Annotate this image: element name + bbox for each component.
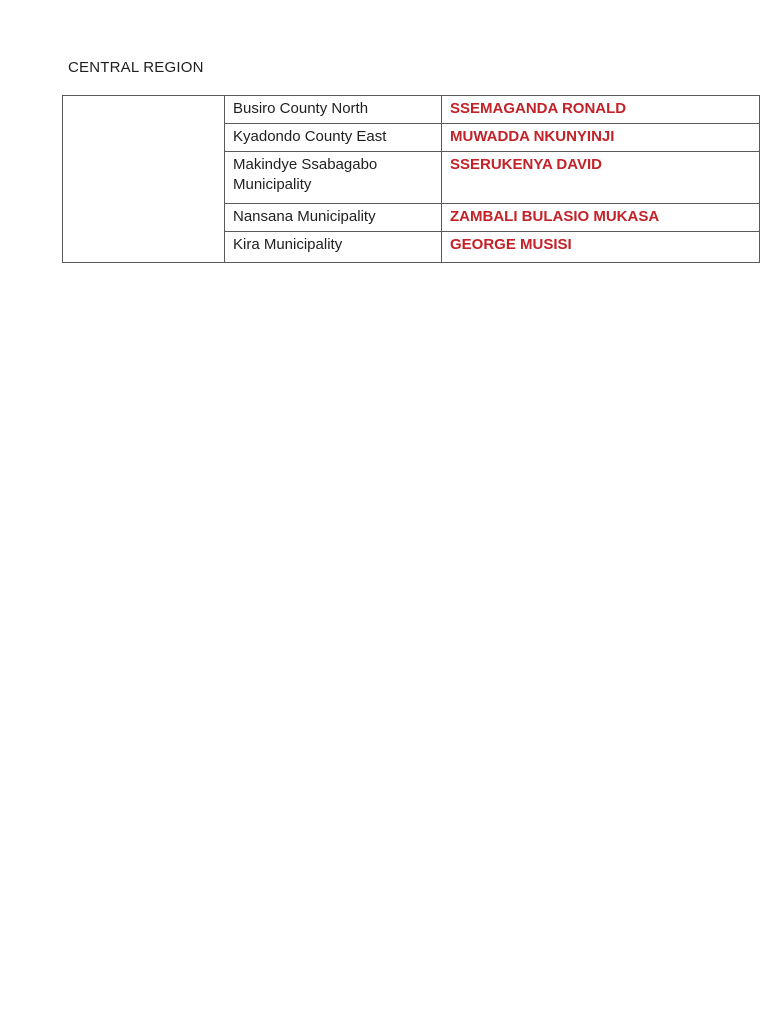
constituency-cell: Busiro County North	[225, 96, 442, 124]
region-heading: CENTRAL REGION	[68, 59, 204, 76]
region-table	[62, 95, 760, 263]
constituency-cell: Nansana Municipality	[225, 204, 442, 232]
constituency-cell: Kyadondo County East	[225, 124, 442, 152]
candidate-name: ZAMBALI BULASIO MUKASA	[450, 208, 660, 225]
name-cell	[442, 152, 760, 204]
candidate-name: GEORGE MUSISI	[450, 236, 572, 253]
region-merged-cell	[63, 96, 225, 263]
candidate-name: MUWADDA NKUNYINJI	[450, 128, 615, 145]
constituency-cell: Makindye Ssabagabo Municipality	[225, 152, 442, 204]
candidate-name: SSEMAGANDA RONALD	[450, 100, 627, 117]
name-cell	[442, 96, 760, 124]
candidate-name: SSERUKENYA DAVID	[450, 156, 602, 173]
name-cell	[442, 124, 760, 152]
name-cell	[442, 232, 760, 263]
name-cell	[442, 204, 760, 232]
constituency-cell: Kira Municipality	[225, 232, 442, 263]
table-row	[63, 96, 760, 124]
